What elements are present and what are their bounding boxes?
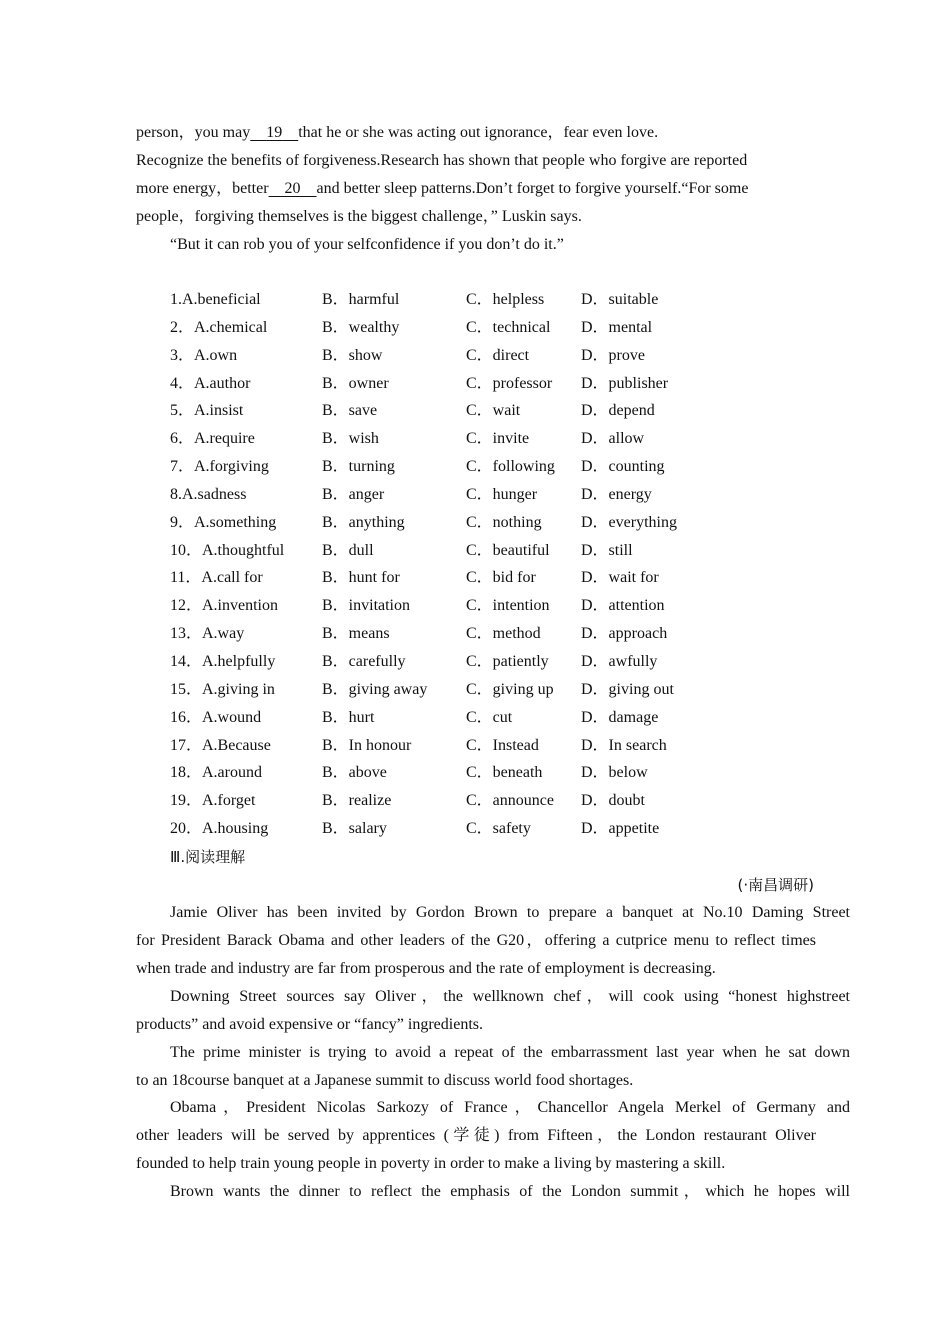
option-d: D．suitable — [581, 291, 659, 308]
option-c: C．technical — [466, 318, 551, 336]
option-b: B．carefully — [322, 652, 406, 670]
option-c: C．cut — [466, 708, 513, 726]
reading-p1-line-1: Jamie Oliver has been invited by Gordon Brown to prepare a banquet at No.10 Daming Street — [170, 904, 850, 921]
reading-p3-line-1: The prime minister is trying to avoid a repeat of the embarrassment last year when he sat down — [170, 1044, 850, 1061]
option-a: 13．A.way — [170, 625, 245, 643]
option-a: 19．A.forget — [170, 792, 256, 810]
option-a: 18．A.around — [170, 764, 262, 782]
option-c: C．intention — [466, 597, 550, 615]
reading-p1-line-2: for President Barack Obama and other leaders of the G20，offering a cutprice menu to reflect times — [136, 932, 816, 949]
option-d: D．depend — [581, 402, 655, 420]
option-b: B．hurt — [322, 708, 375, 726]
option-b: B．wealthy — [322, 318, 400, 336]
passage-line-2: Recognize the benefits of forgiveness.Research has shown that people who forgive are reported — [136, 152, 748, 169]
option-d: D．wait for — [581, 569, 659, 587]
option-a: 8.A.sadness — [170, 485, 247, 503]
option-d: D．publisher — [581, 374, 669, 392]
option-a: 11．A.call for — [170, 569, 263, 587]
option-c: C．method — [466, 625, 541, 643]
option-a: 10．A.thoughtful — [170, 541, 285, 559]
option-b: B．dull — [322, 541, 374, 559]
passage-line-3: more energy，better 20 and better sleep patterns.Don’t forget to forgive yourself.“For some — [136, 175, 816, 203]
reading-p3-line-2: to an 18course banquet at a Japanese summit to discuss world food shortages. — [136, 1072, 634, 1089]
option-a: 17．A.Because — [170, 736, 271, 754]
option-d: D．In search — [581, 736, 667, 754]
option-a: 1.A.beneficial — [170, 291, 261, 308]
source-note: (·南昌调研) — [737, 876, 814, 894]
option-row — [170, 537, 810, 565]
option-d: D．counting — [581, 458, 665, 476]
option-row — [170, 592, 810, 620]
option-a: 9．A.something — [170, 513, 277, 531]
option-a: 16．A.wound — [170, 708, 262, 726]
option-c: C．announce — [466, 792, 554, 810]
option-c: C．patiently — [466, 652, 549, 670]
option-c: C．hunger — [466, 485, 538, 503]
option-d: D．approach — [581, 625, 668, 643]
option-b: B．above — [322, 764, 387, 782]
option-c: C．Instead — [466, 736, 539, 754]
option-b: B．means — [322, 625, 390, 643]
option-c: C．safety — [466, 820, 531, 838]
option-b: B．show — [322, 346, 383, 364]
option-d: D．attention — [581, 597, 665, 615]
reading-p4-line-2: other leaders will be served by apprentices (学徒) from Fifteen，the London restaurant Oliver — [136, 1127, 816, 1144]
option-c: C．professor — [466, 374, 553, 392]
option-c: C．invite — [466, 430, 530, 448]
option-b: B．invitation — [322, 597, 411, 615]
passage-line-1: person，you may 19 that he or she was acting out ignorance，fear even love. — [136, 119, 816, 147]
blank-19: 19 — [266, 124, 283, 141]
option-d: D．mental — [581, 318, 653, 336]
option-row — [170, 676, 810, 704]
option-b: B．save — [322, 402, 378, 420]
option-row — [170, 564, 810, 592]
passage-line-5: “But it can rob you of your selfconfidence if you don’t do it.” — [170, 236, 564, 253]
option-b: B．owner — [322, 374, 389, 392]
option-c: C．helpless — [466, 291, 545, 308]
option-a: 3．A.own — [170, 346, 238, 364]
option-a: 15．A.giving in — [170, 680, 275, 698]
option-row — [170, 759, 810, 787]
reading-p2-line-1: Downing Street sources say Oliver，the wellknown chef，will cook using “honest highstreet — [170, 988, 850, 1005]
section-title: Ⅲ.阅读理解 — [170, 848, 246, 866]
option-d: D．everything — [581, 513, 677, 531]
option-d: D．giving out — [581, 680, 674, 698]
option-d: D．damage — [581, 708, 659, 726]
option-b: B．harmful — [322, 291, 400, 308]
option-row — [170, 481, 810, 509]
option-a: 5．A.insist — [170, 402, 244, 420]
option-c: C．following — [466, 458, 555, 476]
option-b: B．hunt for — [322, 569, 400, 587]
option-d: D．doubt — [581, 792, 646, 810]
option-c: C．giving up — [466, 680, 554, 698]
option-c: C．beautiful — [466, 541, 550, 559]
option-a: 14．A.helpfully — [170, 652, 276, 670]
option-c: C．wait — [466, 402, 521, 420]
option-d: D．prove — [581, 346, 645, 364]
option-c: C．direct — [466, 346, 530, 364]
option-d: D．appetite — [581, 820, 660, 838]
option-a: 20．A.housing — [170, 820, 269, 838]
reading-p1-line-3: when trade and industry are far from prosperous and the rate of employment is decreasing. — [136, 960, 716, 977]
option-row — [170, 453, 810, 481]
option-d: D．below — [581, 764, 648, 782]
blank-20: 20 — [284, 180, 301, 197]
option-d: D．still — [581, 541, 633, 559]
option-b: B．turning — [322, 458, 395, 476]
option-d: D．awfully — [581, 652, 658, 670]
option-b: B．salary — [322, 820, 387, 838]
option-c: C．nothing — [466, 513, 542, 531]
option-row — [170, 397, 810, 425]
option-row — [170, 509, 810, 537]
reading-p4-line-1: Obama，President Nicolas Sarkozy of France，Chancellor Angela Merkel of Germany and — [170, 1099, 850, 1116]
option-a: 2．A.chemical — [170, 318, 268, 336]
option-row — [170, 787, 810, 815]
option-row — [170, 370, 810, 398]
option-row — [170, 342, 810, 370]
option-row — [170, 286, 810, 314]
option-row — [170, 425, 810, 453]
option-a: 7．A.forgiving — [170, 458, 269, 476]
option-b: B．anger — [322, 485, 385, 503]
option-row — [170, 620, 810, 648]
option-b: B．giving away — [322, 680, 428, 698]
options-list — [170, 286, 810, 843]
option-row — [170, 815, 810, 843]
option-b: B．In honour — [322, 736, 412, 754]
option-row — [170, 704, 810, 732]
option-d: D．allow — [581, 430, 645, 448]
option-row — [170, 314, 810, 342]
option-a: 6．A.require — [170, 430, 255, 448]
option-b: B．anything — [322, 513, 405, 531]
passage-line-4: people，forgiving themselves is the biggest challenge，” Luskin says. — [136, 208, 582, 225]
reading-p2-line-2: products” and avoid expensive or “fancy” ingredients. — [136, 1016, 483, 1033]
option-d: D．energy — [581, 485, 652, 503]
option-a: 4．A.author — [170, 374, 251, 392]
option-row — [170, 732, 810, 760]
reading-p4-line-3: founded to help train young people in poverty in order to make a living by mastering a skill. — [136, 1155, 726, 1172]
reading-p5-line-1: Brown wants the dinner to reflect the emphasis of the London summit，which he hopes will — [170, 1183, 850, 1200]
option-c: C．bid for — [466, 569, 536, 587]
option-a: 12．A.invention — [170, 597, 278, 615]
option-c: C．beneath — [466, 764, 543, 782]
option-b: B．realize — [322, 792, 392, 810]
option-row — [170, 648, 810, 676]
option-b: B．wish — [322, 430, 379, 448]
